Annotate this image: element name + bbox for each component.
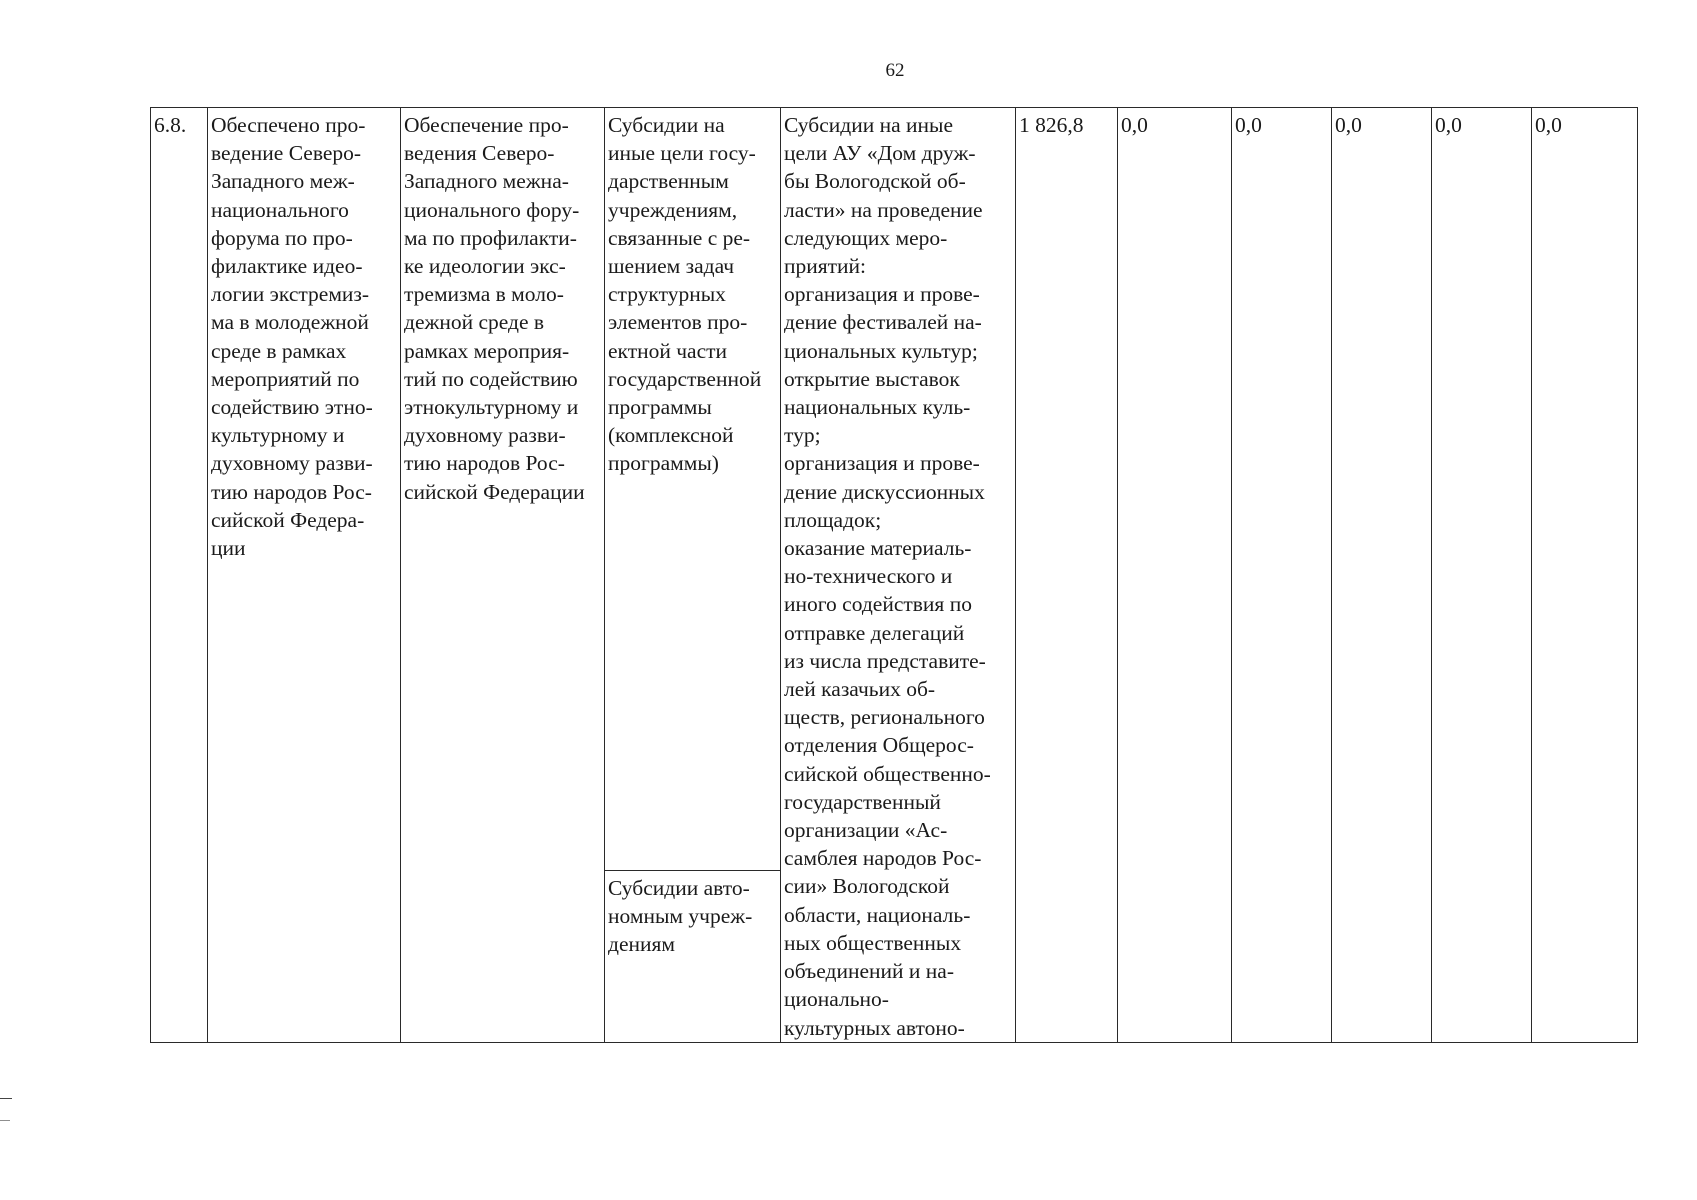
activity-text: Обеспечение про- ведения Северо- Западного межна- ционального фору- ма по профилакти- ке идеологии экс- тремизма в моло- дежной среде в рамках мероприя- тий по содействию этнокультурному и духовному разви- тию народов Рос- сийской Федерации [404,113,585,504]
result-text: Обеспечено про- ведение Северо- Западного меж- национального форума по про- филактике идео- логии экстремиз- ма в молодежной среде в рамках мероприятий по содействию этно- культурному и духовному разви- тию народов Рос- сийской Федера- ции [211,113,373,561]
amount-cell [1532,108,1638,1043]
description-cell [781,108,1016,1043]
scan-edge-mark [0,1120,10,1121]
scan-edge-mark [0,1098,12,1099]
amount-total: 1 826,8 [1019,113,1084,137]
description-text: Субсидии на иные цели АУ «Дом друж- бы Вологодской об- ласти» на проведение следующих меро- приятий: организация и прове- дение фестивалей на- циональных культур; открытие выставок национальных куль- тур; организация и прове- дение дискуссионных площадок; оказание материаль- но-технического и иного содействия по отправке делегаций из числа представите- лей казачьих об- ществ, регионального отделения Общерос- сийской общественно-государственный организации «Ас- самблея народов Рос- сии» Вологодской области, националь- ных общественных объединений и на- ционально- культурных автоно- [784,113,991,1040]
funding-type-1-text: Субсидии на иные цели госу- дарственным учреждениям, связанные с ре- шением задач структурных элементов про- ектной части государственной программы (комплексной программы) [608,113,762,476]
row-number-cell [151,108,208,1043]
amount-cell [1118,108,1232,1043]
activity-cell [401,108,605,1043]
funding-type-2-text: Субсидии авто- номным учреж- дениям [608,876,753,957]
result-cell [208,108,401,1043]
amount-year-1: 0,0 [1121,113,1148,137]
amount-cell [1232,108,1332,1043]
budget-table [150,107,1638,1043]
funding-type-cell [605,108,781,1043]
funding-type-2-subcell [605,870,780,959]
amount-cell [1016,108,1118,1043]
amount-cell [1332,108,1432,1043]
amount-year-2: 0,0 [1235,113,1262,137]
amount-year-4: 0,0 [1435,113,1462,137]
amount-year-3: 0,0 [1335,113,1362,137]
amount-cell [1432,108,1532,1043]
row-number: 6.8. [154,113,187,137]
table-row [151,108,1638,1043]
page-number: 62 [885,60,905,81]
amount-year-5: 0,0 [1535,113,1562,137]
